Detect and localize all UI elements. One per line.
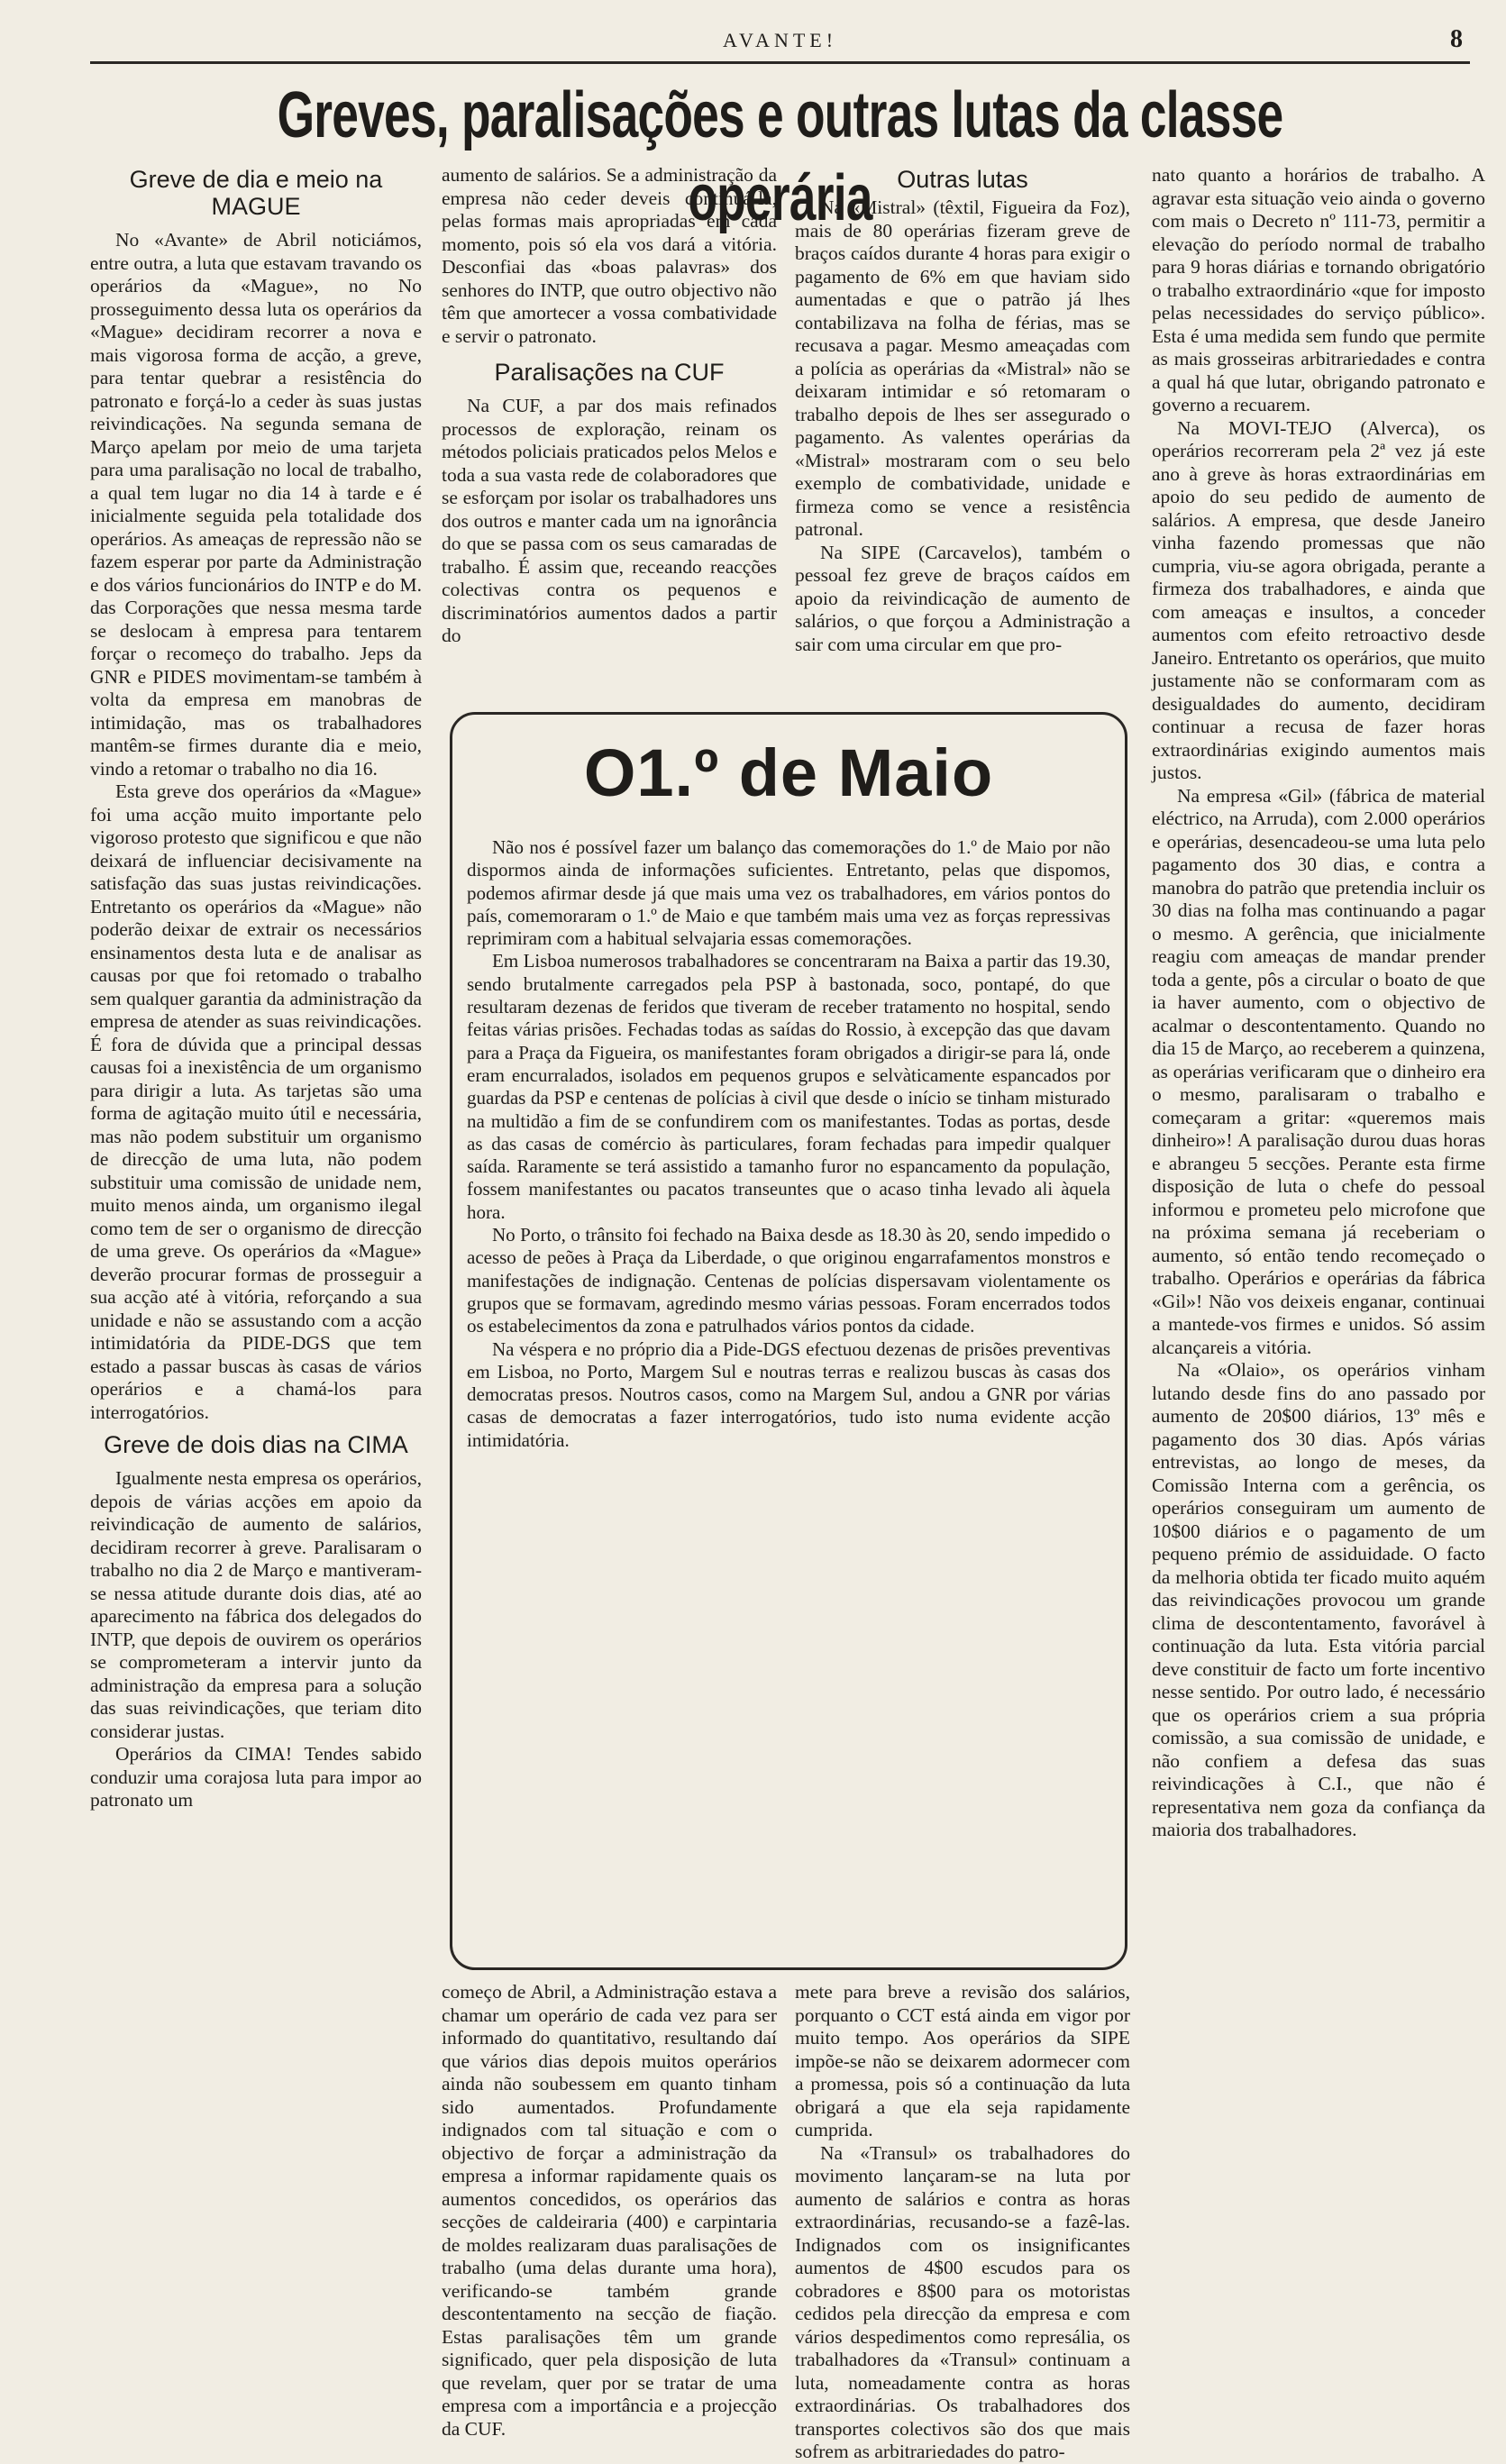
- section-title-mague: Greve de dia e meio na MAGUE: [129, 166, 383, 220]
- box-paragraph: Na véspera e no próprio dia a Pide-DGS efectuou dezenas de prisões preventivas em Lisboa, no Porto, Margem Sul e noutras terras e realizou buscas às casas dos democratas presos. Noutros casos, como na Margem Sul, andou a GNR por várias casas de democratas a fazer interrogatórios, tudo isto numa evidente acção intimidatória.: [467, 1337, 1110, 1451]
- may-day-box: [450, 712, 1127, 1970]
- box-title: O1.º de Maio: [583, 735, 994, 810]
- article-paragraph: Na «Mistral» (têxtil, Figueira da Foz), mais de 80 operárias fizeram greve de braços caídos durante 4 horas para exigir o pagamento de 6% em que haviam sido aumentadas e que o patrão já lhes contabilizava na folha de férias, mas se recusava a pagar. Mesmo ameaçadas com a polícia as operárias da «Mistral» não se deixaram intimidar e só retomaram o trabalho depois de lhes ser assegurado o pagamento. As valentes operárias da «Mistral» mostraram com o seu belo exemplo de combatividade, unidade e firmeza como se vence a resistência patronal.: [795, 196, 1130, 540]
- column-3-bottom: [795, 1981, 1130, 2462]
- page-number: 8: [1450, 25, 1463, 53]
- article-paragraph: nato quanto a horários de trabalho. A agravar esta situação veio ainda o governo com mais o Decreto nº 111-73, permitir a elevação do período normal de trabalho para 9 horas diárias e tornando obrigatório o trabalho extraordinário «que for imposto pelas necessidades do serviço público». Esta é uma medida sem fundo que permite as mais grosseiras arbitrariedades e contra a qual há que lutar, obrigando patronato e governo a recuarem.: [1152, 164, 1485, 415]
- article-paragraph: começo de Abril, a Administração estava a chamar um operário de cada vez para ser informado do quantitativo, resultando daí que vários dias depois muitos operários ainda não soubessem em quanto tinham sido aumentados. Profundamente indignados com tal situação e com o objectivo de forçar a administração da empresa a informar rapidamente quais os aumentos concedidos, os operários das secções de caldeiraria (400) e carpintaria de moldes realizaram duas paralisações de trabalho (uma delas durante uma hora), verificando-se também grande descontentamento na secção de fiação. Estas paralisações têm um grande significado, quer pela disposição de luta que revelam, quer por se tratar de uma empresa com a importância e a projecção da CUF.: [442, 1981, 777, 2440]
- header-rule: [90, 61, 1470, 64]
- column-1: [90, 164, 422, 2111]
- column-2-top: [442, 164, 777, 705]
- column-3-top: [795, 164, 1130, 705]
- column-2-bottom: [442, 1981, 777, 2440]
- box-body: [467, 836, 1110, 1931]
- article-paragraph: Na SIPE (Carcavelos), também o pessoal fez greve de braços caídos em apoio da reivindicação de aumento de salários, o que forçou a Administração a sair com uma circular em que pro-: [795, 541, 1130, 655]
- box-paragraph: Em Lisboa numerosos trabalhadores se concentraram na Baixa a partir das 19.30, sendo brutalmente carregados pela PSP à bastonada, soco, pontapé, do que resultaram dezenas de feridos que tiveram de receber tratamento no hospital, sendo feitas várias prisões. Fechadas todas as saídas do Rossio, à excepção das que davam para a Praça da Figueira, os manifestantes foram obrigados a dirigir-se para lá, onde eram encurralados, isolados em pequenos grupos e selvàticamente espancados por guardas da PSP e centenas de polícias à civil que desde o início se tinham misturado na multidão a fim de se confundirem com os manifestantes. Todas as portas, desde as das casas de comércio às particulares, foram fechadas para impedir qualquer saída. Raramente se terá assistido a tamanho furor no espancamento da população, fossem manifestantes ou pacatos transeuntes que o acaso tinha levado ali àquela hora.: [467, 950, 1110, 1223]
- article-paragraph: mete para breve a revisão dos salários, porquanto o CCT está ainda em vigor por muito tempo. Aos operários da SIPE impõe-se não se deixarem adormecer com a promessa, pois só a continuação da luta obrigará a que ela seja rapidamente cumprida.: [795, 1981, 1130, 2140]
- article-paragraph: No «Avante» de Abril noticiámos, entre outra, a luta que estavam travando os operários da «Mague», no No prosseguimento dessa luta os operários da «Mague» decidiram recorrer a nova e mais vigorosa forma de acção, a greve, para tentar quebrar a resistência do patronato e forçá-lo a ceder às suas justas reivindicações. Na segunda semana de Março apelam por meio de uma tarjeta para uma paralisação no local de trabalho, a qual tem lugar no dia 14 à tarde e é inicialmente seguida pela totalidade dos operários. As ameaças de repressão não se fazem esperar por parte da Administração e dos vários funcionários do INTP e do M. das Corporações que nessa mesma tarde se deslocam à empresa para tentarem forçar o recomeço do trabalho. Jeps da GNR e PIDES movimentam-se também à volta da empresa em manobras de intimidação, mas os trabalhadores mantêm-se firmes durante dia e meio, vindo a retomar o trabalho no dia 16.: [90, 229, 422, 780]
- article-paragraph: Na «Olaio», os operários vinham lutando desde fins do ano passado por aumento de 20$00 diários, 13º mês e pagamento dos 30 dias. Após várias entrevistas, ao longo de meses, da Comissão Interna com a gerência, os operários conseguiram um aumento de 10$00 diários e o pagamento de um pequeno prémio de assiduidade. O facto da melhoria obtida ter ficado muito aquém das reivindicações provocou um grande clima de descontentamento, favorável à continuação da luta. Esta vitória parcial deve constituir de facto um forte incentivo nesse sentido. Por outro lado, é necessário que os operários criem a sua própria comissão, a sua comissão de unidade, e não confiem a defesa das suas reivindicações à C.I., que não é representativa nem goza da confiança da maioria dos trabalhadores.: [1152, 1359, 1485, 1840]
- article-paragraph: aumento de salários. Se a administração da empresa não ceder deveis continuá-la, pelas formas mais apropriadas em cada momento, pois só ela vos dará a vitória. Desconfiai das «boas palavras» dos senhores do INTP, que outro objectivo não têm que amortecer a vossa combatividade e servir o patronato.: [442, 164, 777, 347]
- running-head: [90, 18, 1470, 56]
- article-paragraph: Na CUF, a par dos mais refinados processos de exploração, reinam os métodos policiais praticados pelos Melos e toda a sua vasta rede de colaboradores que se esforçam por isolar os trabalhadores uns dos outros e manter cada um na ignorância do que se passa com os seus camaradas de trabalho. É assim que, receando reacções colectivas contra os pequenos e discriminatórios aumentos dados a partir do: [442, 395, 777, 646]
- box-paragraph: Não nos é possível fazer um balanço das comemorações do 1.º de Maio por não dispormos ainda de informações suficientes. Entretanto, pelas que dispomos, podemos afirmar desde já que mais uma vez os trabalhadores, em vários pontos do país, comemoraram o 1.º de Maio e que também mais uma vez as forças repressivas reprimiram com a habitual selvajaria essas comemorações.: [467, 836, 1110, 950]
- column-4: [1152, 164, 1485, 2111]
- page-headline: Greves, paralisações e outras lutas da classe operária: [277, 79, 1283, 234]
- article-paragraph: Na MOVI-TEJO (Alverca), os operários recorreram pela 2ª vez já este ano à greve às horas extraordinárias em apoio do seu pedido de aumento de salários. A empresa, que desde Janeiro vinha fazendo promessas que não cumpria, viu-se agora obrigada, perante a firmeza dos trabalhadores, e ainda que com ameaças e insultos, a conceder aumentos com efeito retroactivo desde Janeiro. Entretanto os operários, que muito justamente não se conformaram com as desigualdades do aumento, decidiram continuar a recusa de fazer horas extraordinárias exigindo aumentos mais justos.: [1152, 416, 1485, 783]
- publication-name: AVANTE!: [722, 29, 838, 51]
- article-paragraph: Igualmente nesta empresa os operários, depois de várias acções em apoio da reivindicação de aumento de salários, decidiram recorrer à greve. Paralisaram o trabalho no dia 2 de Março e mantiveram-se nessa atitude durante dois dias, até ao aparecimento na fábrica dos delegados do INTP, que depois de ouvirem os operários se comprometeram a intervir junto da administração da empresa para a solução das suas reivindicações, que teriam dito considerar justas.: [90, 1467, 422, 1742]
- article-paragraph: Esta greve dos operários da «Mague» foi uma acção muito importante pelo vigoroso protesto que significou e que não deixará de influenciar decisivamente na satisfação das suas justas reivindicações. Entretanto os operários da «Mague» não poderão deixar de extrair os necessários ensinamentos desta luta e de analisar as causas por que foi retomado o trabalho sem qualquer garantia da administração da empresa de atender as suas reivindicações. É fora de dúvida que a principal dessas causas foi a inexistência de um organismo para dirigir a luta. As tarjetas são uma forma de agitação muito útil e necessária, mas não podem substituir um organismo de direcção de uma luta, não podem substituir uma comissão de unidade nem, muito menos ainda, um organismo ilegal como tem de ser o organismo de direcção de uma greve. Os operários da «Mague» deverão procurar formas de prosseguir a sua acção até à vitória, reforçando a sua unidade e não se assustando com a acção intimidatória da PIDE-DGS que tem estado a passar buscas às casas de vários operários e a chamá-los para interrogatórios.: [90, 780, 422, 1423]
- box-paragraph: No Porto, o trânsito foi fechado na Baixa desde as 18.30 às 20, sendo impedido o acesso de peões à Praça da Liberdade, o que originou engarrafamentos monstros e manifestações de indignação. Centenas de polícias dispersavam violentamente os grupos que se formavam, agredindo mesmo várias pessoas. Foram encerrados todos os estabelecimentos da zona e patrulhados vários pontos da cidade.: [467, 1224, 1110, 1337]
- section-title-cima: Greve de dois dias na CIMA: [104, 1431, 408, 1458]
- article-paragraph: Na «Transul» os trabalhadores do movimento lançaram-se na luta por aumento de salários e contra as horas extraordinárias, recusando-se a fazê-las. Indignados com os insignificantes aumentos de 4$00 escudos para os cobradores e 8$00 para os motoristas cedidos pela direcção da empresa e com vários despedimentos como represália, os trabalhadores da «Transul» continuam a luta, nomeadamente contra as horas extraordinárias. Os trabalhadores dos transportes colectivos são dos que mais sofrem as arbitrariedades do patro-: [795, 2141, 1130, 2462]
- section-title-outras-lutas: Outras lutas: [897, 166, 1028, 193]
- article-paragraph: Na empresa «Gil» (fábrica de material eléctrico, na Arruda), com 2.000 operários e operárias, desencadeou-se uma luta pelo pagamento dos 30 dias, e contra a manobra do patrão que pretendia incluir os 30 dias na folha mas continuando a pagar o mesmo. A gerência, que inicialmente reagiu com ameaças de mandar prender toda a gente, pôs a circular o boato de que ia haver aumento, com o objectivo de acalmar o descontentamento. Quando no dia 15 de Março, ao receberem a quinzena, as operárias verificaram que o dinheiro era o mesmo, paralisaram o trabalho e começaram a gritar: «queremos mais dinheiro»! A paralisação durou duas horas e abrangeu 5 secções. Perante esta firme disposição de luta o chefe do pessoal informou e prometeu pelo microfone que na próxima semana já receberiam o aumento, só então tendo recomeçado o trabalho. Operários e operárias da fábrica «Gil»! Não vos deixeis enganar, continuai a mantede-vos firmes e unidos. Só assim alcançareis a vitória.: [1152, 784, 1485, 1358]
- section-title-cuf: Paralisações na CUF: [494, 359, 725, 386]
- article-paragraph: Operários da CIMA! Tendes sabido conduzir uma corajosa luta para impor ao patronato um: [90, 1743, 422, 1811]
